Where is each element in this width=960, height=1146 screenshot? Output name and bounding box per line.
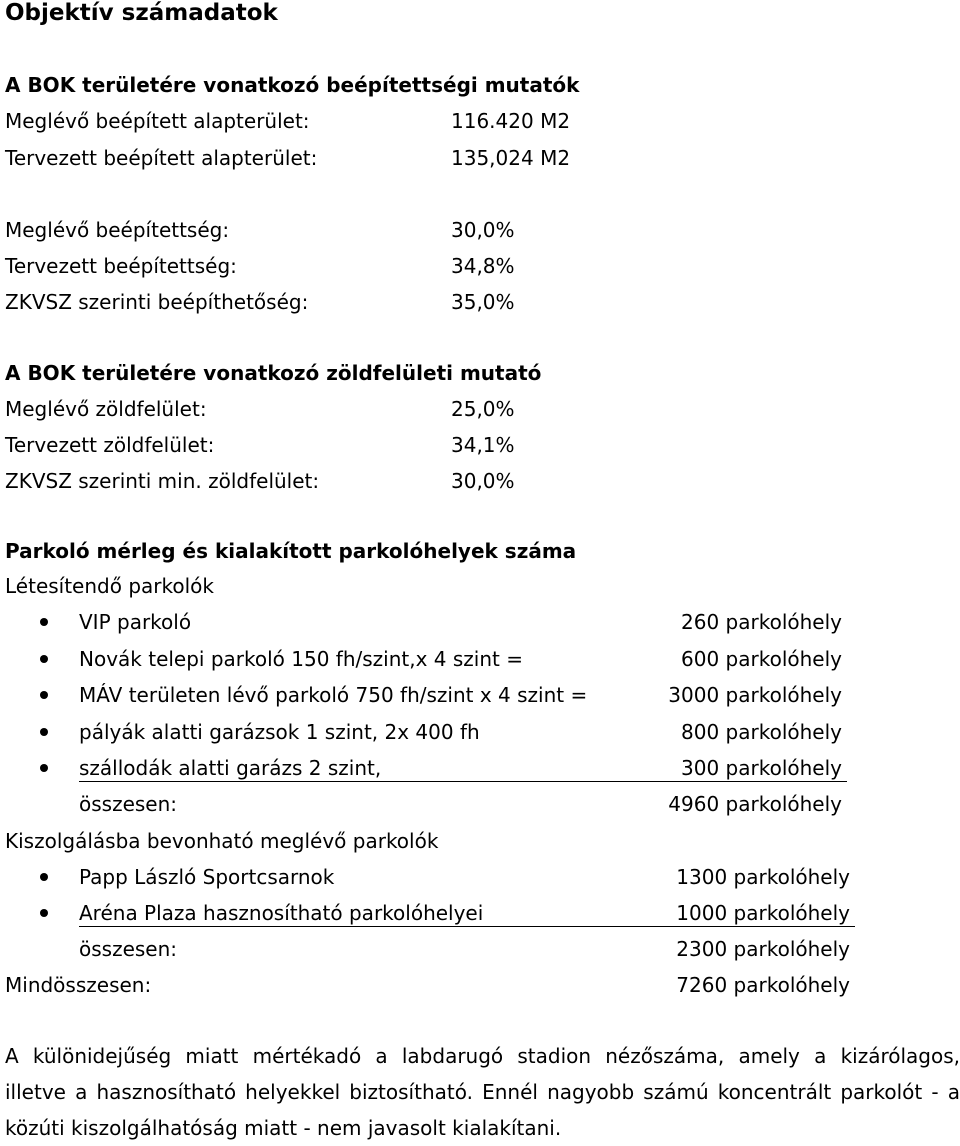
subheading-existing-parking: Kiszolgálásba bevonható meglévő parkolók [5, 829, 439, 853]
subheading-new-parking: Létesítendő parkolók [5, 574, 214, 598]
list-item-value: 300 parkolóhely [681, 756, 842, 780]
list-item-label: Aréna Plaza hasznosítható parkolóhelyei [79, 901, 484, 925]
bullet-icon [40, 691, 48, 699]
page-title: Objektív számadatok [5, 0, 278, 26]
paragraph-line: A különidejűség miatt mértékadó a labdarugó stadion nézőszáma, amely a kizárólagos, [5, 1044, 960, 1068]
row-label: Tervezett beépítettség: [5, 254, 237, 278]
row-value: 116.420 M2 [451, 109, 571, 133]
bullet-icon [40, 909, 48, 917]
list-item-value: 260 parkolóhely [681, 610, 842, 634]
list-item-label: MÁV területen lévő parkoló 750 fh/szint x 4 szint = [79, 683, 588, 707]
row-label: ZKVSZ szerinti min. zöldfelület: [5, 469, 320, 493]
row-value: 30,0% [451, 218, 515, 242]
list-item-label: VIP parkoló [79, 610, 192, 634]
total-value: 2300 parkolóhely [676, 937, 850, 961]
row-value: 30,0% [451, 469, 515, 493]
list-item-label: Papp László Sportcsarnok [79, 865, 335, 889]
list-item-value: 800 parkolóhely [681, 720, 842, 744]
section-heading-parking: Parkoló mérleg és kialakított parkolóhelyek száma [5, 539, 577, 563]
section-heading-built-up: A BOK területére vonatkozó beépítettségi mutatók [5, 73, 580, 97]
total-label: összesen: [79, 792, 178, 816]
grand-total-value: 7260 parkolóhely [676, 973, 850, 997]
bullet-icon [40, 655, 48, 663]
bullet-icon [40, 764, 48, 772]
row-value: 34,1% [451, 433, 515, 457]
section-heading-green-area: A BOK területére vonatkozó zöldfelületi mutató [5, 361, 542, 385]
list-item-value: 1000 parkolóhely [676, 901, 850, 925]
closing-paragraph [5, 1038, 960, 1146]
bullet-icon [40, 728, 48, 736]
list-item-label: pályák alatti garázsok 1 szint, 2x 400 fh [79, 720, 480, 744]
row-label: Meglévő zöldfelület: [5, 397, 207, 421]
row-label: Tervezett beépített alapterület: [5, 146, 318, 170]
row-value: 25,0% [451, 397, 515, 421]
subtotal-rule [79, 926, 855, 927]
paragraph-line: közúti kiszolgálhatóság miatt - nem javasolt kialakítani. [5, 1116, 562, 1140]
row-label: Meglévő beépített alapterület: [5, 109, 310, 133]
list-item-value: 600 parkolóhely [681, 647, 842, 671]
list-item-value: 1300 parkolóhely [676, 865, 850, 889]
bullet-icon [40, 873, 48, 881]
row-value: 34,8% [451, 254, 515, 278]
list-item-label: szállodák alatti garázs 2 szint, [79, 756, 382, 780]
row-label: Meglévő beépítettség: [5, 218, 230, 242]
grand-total-label: Mindösszesen: [5, 973, 152, 997]
row-value: 35,0% [451, 290, 515, 314]
total-value: 4960 parkolóhely [668, 792, 842, 816]
subtotal-rule [79, 781, 847, 782]
total-label: összesen: [79, 937, 178, 961]
paragraph-line: illetve a hasznosítható helyekkel biztosítható. Ennél nagyobb számú koncentrált parkolót - a [5, 1080, 960, 1104]
list-item-value: 3000 parkolóhely [668, 683, 842, 707]
list-item-label: Novák telepi parkoló 150 fh/szint,x 4 szint = [79, 647, 523, 671]
row-label: ZKVSZ szerinti beépíthetőség: [5, 290, 309, 314]
bullet-icon [40, 618, 48, 626]
row-value: 135,024 M2 [451, 146, 571, 170]
row-label: Tervezett zöldfelület: [5, 433, 215, 457]
